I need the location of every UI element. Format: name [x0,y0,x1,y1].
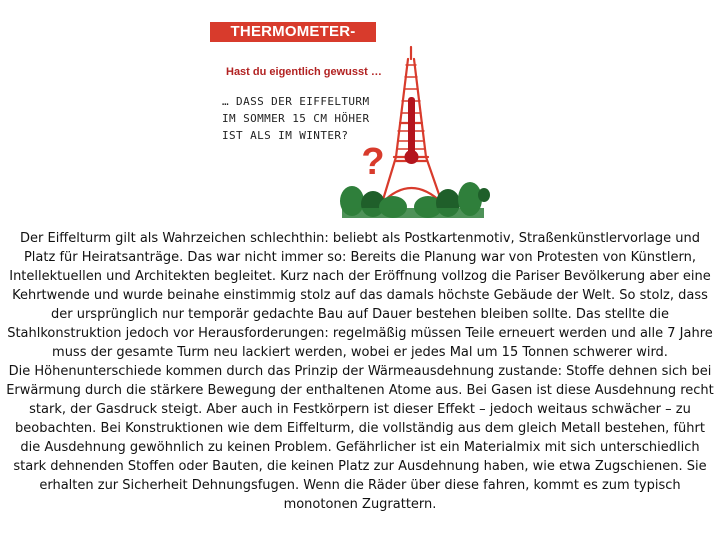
question-line-3: IST ALS IM WINTER? [222,129,349,142]
article-body [4,229,716,514]
subtitle: Hast du eigentlich gewusst … [226,66,382,78]
article-paragraph-1: Der Eiffelturm gilt als Wahrzeichen schlechthin: beliebt als Postkartenmotiv, Straßenkünstlervorlage und Platz für Heiratsanträge. Das war nicht immer so: Bereits die Planung war von Protesten von Künstlern, Intellektuellen und Architekten begleitet. Kurz nach der Eröffnung vollzog die Pariser Bevölkerung aber eine Kehrtwende und wurde beinahe einstimmig stolz auf das damals höchste Gebäude der Welt. So stolz, dass der ursprünglich nur temporär gedachte Bau auf Dauer bestehen bleiben sollte. Das stellte die Stahlkonstruktion jedoch vor Herausforderungen: regelmäßig müssen Teile erneuert werden und alle 7 Jahre muss der gesamte Turm neu lackiert werden, wobei er jedes Mal um 15 Tonnen schwerer wird. [7,231,713,360]
question-mark: ? [361,141,385,183]
eiffel-tower-illustration [330,45,500,225]
question-line-2: IM SOMMER 15 CM HÖHER [222,112,370,125]
article-paragraph-2: Die Höhenunterschiede kommen durch das Prinzip der Wärmeausdehnung zustande: Stoffe dehnen sich bei Erwärmung durch die stärkere Bewegung der enthaltenen Atome aus. Bei Gasen ist diese Ausdehnung recht stark, der Gasdruck steigt. Aber auch in Festkörpern ist dieser Effekt – jedoch weitaus schwächer – zu beobachten. Bei Konstruktionen wie dem Eiffelturm, die vollständig aus dem gleich Metall bestehen, führt die Ausdehnung gewöhnlich zu keinen Problem. Gefährlicher ist ein Materialmix mit sich unterschiedlich stark dehnenden Stoffen oder Bauten, die keinen Platz zur Ausdehnung haben, wie etwa Zugschienen. Sie erhalten zur Sicherheit Dehnungsfugen. Wenn die Räder über diese fahren, kommt es zum typisch monotonen Zugrattern. [6,364,714,512]
question-line-1: … DASS DER EIFFELTURM [222,95,370,108]
page-title: THERMOMETER-TURM [210,22,376,42]
